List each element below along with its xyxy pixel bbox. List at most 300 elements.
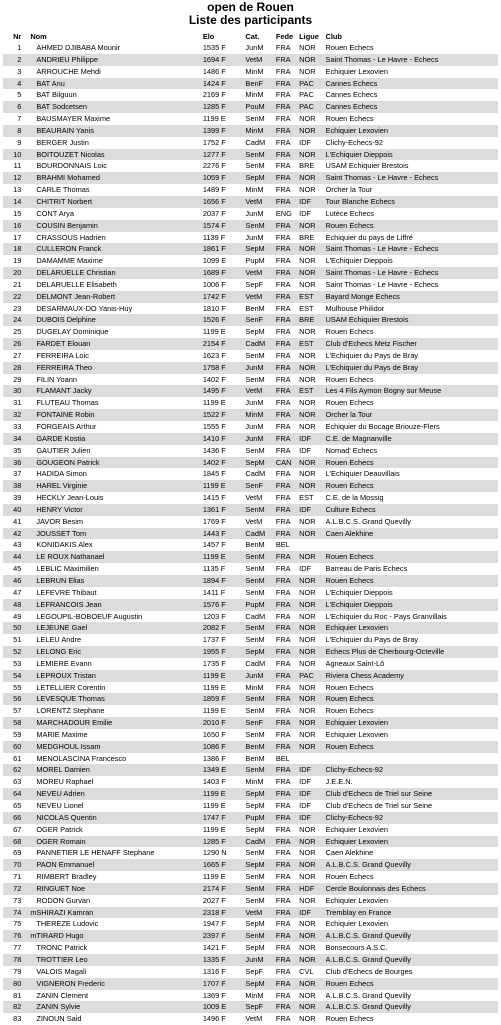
cell-fede: FRA — [275, 895, 291, 905]
cell-name — [25, 859, 203, 871]
cell-cat: SenM — [245, 883, 275, 895]
cell-nr: 14 — [3, 196, 25, 208]
table-row — [3, 990, 498, 1002]
cell-ligue: NOR — [299, 599, 325, 611]
player-name: LEMIERE Evann — [36, 658, 92, 668]
cell-cat: SenM — [245, 635, 265, 645]
cell-nr: 60 — [3, 741, 25, 753]
cell-fede: FRA — [275, 919, 291, 929]
player-name: NEVEU Lionel — [36, 801, 84, 810]
cell-name — [25, 149, 203, 161]
cell-name — [25, 729, 203, 741]
cell-ligue: NOR — [299, 930, 325, 942]
cell-ligue: NOR — [299, 587, 316, 597]
cell-elo: 1415 F — [202, 493, 226, 503]
cell-club: Riviera Chess Academy — [326, 670, 498, 682]
player-name: LEBLIC Maximilien — [36, 564, 99, 574]
player-name: DELMONT Jean-Robert — [36, 291, 116, 301]
cell-nr: 47 — [13, 587, 22, 597]
cell-elo: 1059 F — [203, 172, 246, 184]
cell-fede: FRA — [276, 267, 299, 279]
cell-fede: FRA — [275, 327, 291, 337]
player-name: MEDGHOUL Issam — [36, 741, 101, 751]
player-name: THEREZE Ludovic — [36, 919, 99, 929]
table-row — [3, 918, 498, 930]
cell-club: Echiquier Lexovien — [325, 919, 388, 929]
cell-name — [25, 539, 203, 551]
cell-club — [326, 753, 498, 765]
cell-fede: FRA — [275, 777, 291, 787]
cell-cat: VetM — [245, 385, 275, 397]
player-name: RIMBERT Bradley — [36, 872, 97, 882]
cell-elo: 1086 F — [203, 741, 246, 753]
player-name: DUGELAY Dominique — [36, 327, 109, 337]
cell-ligue: NOR — [299, 66, 316, 76]
cell-ligue: IDF — [299, 137, 312, 147]
cell-nr: 21 — [13, 279, 22, 289]
player-name: TROTTIER Leo — [36, 954, 88, 964]
cell-nr: 54 — [3, 670, 25, 682]
cell-ligue: IDF — [299, 788, 325, 800]
cell-elo: 1845 F — [202, 469, 226, 479]
table-row — [3, 682, 498, 694]
cell-nr: 15 — [13, 208, 22, 218]
cell-cat: SepF — [245, 279, 264, 289]
cell-fede: FRA — [275, 445, 291, 455]
cell-cat: PupM — [245, 256, 265, 266]
cell-ligue: EST — [299, 385, 325, 397]
cell-club: Rouen Echecs — [326, 693, 498, 705]
cell-nr: 2 — [3, 54, 25, 66]
cell-fede: FRA — [275, 374, 291, 384]
title-mark: m — [30, 907, 37, 917]
cell-name — [25, 883, 203, 895]
cell-ligue: NOR — [299, 362, 325, 374]
cell-name — [25, 101, 203, 113]
cell-club: Clichy-Echecs-92 — [326, 764, 498, 776]
table-row — [3, 243, 498, 255]
player-name: BAUSMAYER Maxime — [36, 114, 111, 124]
table-row — [3, 978, 498, 990]
cell-name — [25, 220, 203, 232]
cell-elo: 2169 F — [202, 90, 226, 100]
cell-cat: CadM — [245, 611, 266, 621]
cell-club: Orcher la Tour — [325, 185, 373, 195]
table-row — [3, 468, 498, 480]
cell-cat: SepM — [245, 859, 275, 871]
cell-fede: FRA — [275, 114, 291, 124]
cell-fede: BEL — [275, 753, 290, 763]
cell-fede: FRA — [276, 1001, 299, 1013]
cell-elo: 2037 F — [202, 208, 226, 218]
cell-cat: JunM — [245, 232, 264, 242]
participants-table — [3, 31, 498, 1025]
table-row — [3, 314, 498, 326]
cell-fede: FRA — [275, 872, 291, 882]
player-name: HADIDA Simon — [36, 469, 87, 479]
cell-fede: FRA — [276, 385, 299, 397]
player-name: GARDE Kostia — [36, 433, 86, 443]
cell-fede: FRA — [276, 836, 299, 848]
table-row — [3, 587, 498, 599]
cell-fede: FRA — [276, 362, 299, 374]
cell-elo: 1742 F — [203, 291, 246, 303]
cell-club: Culture Echecs — [326, 504, 498, 516]
cell-fede: FRA — [276, 338, 299, 350]
table-row — [3, 338, 498, 350]
cell-name — [25, 551, 203, 563]
cell-name — [25, 587, 203, 599]
cell-ligue: NOR — [299, 125, 325, 137]
cell-ligue: PAC — [299, 101, 325, 113]
cell-cat: SenF — [245, 717, 275, 729]
cell-ligue: NOR — [299, 327, 316, 337]
cell-name — [25, 646, 203, 658]
cell-club: Cannes Echecs — [326, 101, 498, 113]
cell-cat: VetM — [245, 291, 275, 303]
header-cat: Cat. — [245, 32, 260, 41]
cell-fede: FRA — [276, 480, 299, 492]
table-row — [3, 812, 498, 824]
cell-fede: FRA — [276, 717, 299, 729]
cell-fede: FRA — [276, 646, 299, 658]
player-name: BOITOUZET Nicolas — [36, 149, 105, 159]
cell-cat: SepF — [245, 1001, 275, 1013]
cell-club: Tour Blanche Echecs — [326, 196, 498, 208]
cell-nr: 8 — [3, 125, 25, 137]
cell-ligue: CVL — [299, 966, 314, 976]
table-row — [3, 433, 498, 445]
cell-ligue: PAC — [299, 78, 325, 90]
player-name: MARCHADOUR Emilie — [36, 718, 113, 728]
cell-name — [25, 800, 203, 812]
cell-elo: 2154 F — [203, 338, 246, 350]
table-row — [3, 125, 498, 137]
cell-nr: 79 — [13, 966, 22, 976]
cell-nr: 46 — [3, 575, 25, 587]
cell-name — [25, 445, 203, 457]
cell-ligue: NOR — [299, 374, 316, 384]
cell-nr: 81 — [13, 990, 22, 1000]
player-name: BEAURAIN Yanis — [36, 125, 94, 135]
cell-elo: 1486 F — [202, 66, 226, 76]
table-row — [3, 1013, 498, 1025]
cell-nr: 75 — [13, 919, 22, 929]
table-row — [3, 101, 498, 113]
cell-elo: 1421 F — [202, 943, 226, 953]
cell-club: Echiquier Lexovien — [326, 836, 498, 848]
cell-fede: FRA — [275, 493, 291, 503]
cell-cat: JunM — [245, 208, 264, 218]
table-row — [3, 646, 498, 658]
cell-nr: 41 — [13, 516, 22, 526]
table-row — [3, 220, 498, 232]
cell-cat: SenM — [245, 504, 275, 516]
cell-ligue: NOR — [299, 551, 325, 563]
table-row — [3, 516, 498, 528]
cell-ligue: NOR — [299, 978, 325, 990]
cell-club: Rouen Echecs — [326, 480, 498, 492]
cell-ligue: NOR — [299, 279, 316, 289]
cell-cat: SenM — [245, 622, 275, 634]
table-row — [3, 824, 498, 836]
cell-cat: MinM — [245, 990, 264, 1000]
cell-name — [25, 468, 203, 480]
player-name: FERREIRA Theo — [36, 362, 93, 372]
cell-elo: 1656 F — [203, 196, 246, 208]
player-name: PAON Emmanuel — [36, 860, 95, 870]
cell-ligue: PAC — [299, 670, 325, 682]
cell-cat: SenM — [245, 729, 265, 739]
player-name: ANDRIEU Philippe — [36, 54, 98, 64]
player-name: LEPROUX Tristan — [36, 670, 96, 680]
cell-cat: SenM — [245, 872, 265, 882]
cell-elo: 1574 F — [203, 220, 246, 232]
table-row — [3, 42, 498, 54]
cell-cat: SepF — [245, 966, 264, 976]
cell-club: Orcher la Tour — [326, 409, 498, 421]
table-row — [3, 954, 498, 966]
cell-ligue: NOR — [299, 824, 316, 834]
cell-nr: 39 — [13, 493, 22, 503]
cell-nr: 26 — [3, 338, 25, 350]
cell-nr: 71 — [13, 872, 22, 882]
cell-name — [25, 196, 203, 208]
table-row — [3, 172, 498, 184]
cell-fede: FRA — [275, 682, 291, 692]
cell-club: Saint Thomas - Le Havre - Echecs — [325, 279, 439, 289]
cell-nr: 29 — [13, 374, 22, 384]
player-name: FARDET Elouan — [36, 339, 91, 349]
player-name: OGER Romain — [36, 836, 86, 846]
cell-cat: SepM — [245, 457, 275, 469]
cell-club: C.E. de la Mossig — [325, 493, 384, 503]
cell-nr: 67 — [13, 824, 22, 834]
cell-fede: FRA — [275, 1014, 291, 1024]
cell-elo: 2174 F — [203, 883, 246, 895]
cell-cat: BenF — [245, 78, 275, 90]
cell-cat: SepM — [245, 243, 275, 255]
player-name: BOURDONNAIS Loic — [36, 161, 107, 171]
cell-club: Echiquier du pays de Liffré — [325, 232, 413, 242]
cell-nr: 49 — [13, 611, 22, 621]
cell-club: Saint Thomas - Le Havre - Echecs — [326, 267, 498, 279]
cell-elo: 1199 E — [203, 551, 246, 563]
player-name: DELARUELLE Christian — [36, 268, 116, 278]
cell-cat: PouM — [245, 101, 275, 113]
cell-nr: 20 — [3, 267, 25, 279]
table-row — [3, 279, 498, 291]
cell-club: Saint Thomas - Le Havre - Echecs — [326, 172, 498, 184]
cell-club: Rouen Echecs — [326, 551, 498, 563]
cell-nr: 30 — [3, 385, 25, 397]
cell-fede: FRA — [275, 943, 291, 953]
cell-fede: FRA — [275, 422, 291, 431]
cell-name — [25, 918, 203, 930]
cell-fede: FRA — [275, 279, 291, 289]
cell-elo: 1349 E — [203, 764, 246, 776]
player-name: GAUTIER Julien — [36, 445, 91, 455]
cell-ligue: HDF — [299, 883, 325, 895]
cell-club: Rouen Echecs — [325, 374, 374, 384]
cell-club: Lutèce Echecs — [325, 208, 374, 218]
cell-elo: 1006 F — [202, 279, 226, 289]
table-row — [3, 326, 498, 338]
cell-club: Rouen Echecs — [325, 706, 374, 716]
header-ligue: Ligue — [299, 32, 319, 41]
cell-fede: FRA — [276, 409, 299, 421]
cell-name — [25, 78, 203, 90]
cell-name — [25, 1001, 203, 1013]
table-row — [3, 788, 498, 800]
cell-ligue: IDF — [299, 907, 325, 919]
cell-cat: SenM — [245, 445, 265, 455]
cell-name — [25, 717, 203, 729]
table-row — [3, 907, 498, 919]
cell-nr: 50 — [3, 622, 25, 634]
cell-nr: 48 — [3, 599, 25, 611]
player-name: LELEU Andre — [36, 635, 82, 645]
cell-club: L'Echiquier du Pays de Bray — [326, 362, 498, 374]
cell-nr: 53 — [13, 658, 22, 668]
header-name: Nom — [30, 32, 47, 41]
cell-name — [25, 113, 203, 125]
cell-club: Clichy-Echecs-92 — [325, 137, 384, 147]
table-row — [3, 966, 498, 978]
cell-club: Saint Thomas - Le Havre - Echecs — [326, 243, 498, 255]
table-row — [3, 149, 498, 161]
table-row — [3, 563, 498, 575]
cell-club: L'Echiquier Dieppois — [325, 587, 393, 597]
cell-ligue: NOR — [299, 646, 325, 658]
player-name: BRAHMI Mohamed — [36, 173, 100, 183]
cell-club: Club d'Echecs de Triel sur Seine — [326, 788, 498, 800]
table-row — [3, 622, 498, 634]
cell-ligue: NOR — [299, 409, 325, 421]
cell-cat: SepM — [245, 919, 265, 929]
cell-cat: SenM — [245, 161, 265, 171]
player-name: CRASSOUS Hadrien — [36, 232, 106, 242]
cell-ligue: IDF — [299, 445, 312, 455]
cell-fede: FRA — [275, 90, 291, 100]
cell-ligue: IDF — [299, 208, 312, 218]
cell-club: Bonsecours A.S.C. — [325, 943, 388, 953]
player-name: RODON Gurvan — [36, 895, 91, 905]
table-row — [3, 267, 498, 279]
cell-elo: 1522 F — [203, 409, 246, 421]
cell-ligue: NOR — [299, 457, 325, 469]
cell-elo: 1436 F — [202, 445, 226, 455]
cell-ligue: NOR — [299, 622, 325, 634]
cell-club: Caen Alekhine — [326, 528, 498, 540]
table-row — [3, 776, 498, 788]
cell-club: Echiquier Lexovien — [325, 824, 388, 834]
cell-fede: FRA — [276, 528, 299, 540]
player-name: HAREL Virginie — [36, 481, 88, 491]
player-name: BAT Bilguun — [36, 90, 77, 100]
cell-elo: 1947 F — [202, 919, 226, 929]
cell-club: Cannes Echecs — [325, 90, 378, 100]
cell-fede: FRA — [275, 66, 291, 76]
cell-ligue: NOR — [299, 693, 325, 705]
cell-name — [25, 670, 203, 682]
player-name: PANNETIER LE HENAFF Stephane — [36, 848, 155, 858]
cell-name — [25, 907, 203, 919]
cell-name — [25, 66, 203, 78]
player-name: NICOLAS Quentin — [36, 812, 97, 822]
cell-fede: FRA — [275, 824, 291, 834]
header-nr: Nr — [13, 32, 22, 41]
cell-elo: 1285 F — [203, 836, 246, 848]
cell-cat: SenM — [245, 764, 275, 776]
cell-elo: 1199 E — [202, 706, 226, 716]
cell-cat: SepM — [245, 943, 265, 953]
cell-name — [25, 54, 203, 66]
player-name: AHMED DJIBABA Mounir — [36, 43, 121, 52]
cell-name — [25, 788, 203, 800]
cell-fede: FRA — [276, 220, 299, 232]
cell-cat: MinM — [245, 409, 275, 421]
cell-ligue: NOR — [299, 990, 316, 1000]
cell-ligue: NOR — [299, 422, 316, 431]
cell-name — [25, 966, 203, 978]
player-name: FERREIRA Loic — [36, 350, 89, 360]
cell-elo: 1199 E — [202, 327, 226, 337]
player-name: SHIRAZI Kamran — [36, 907, 94, 917]
cell-cat: VetM — [245, 493, 263, 503]
cell-elo: 1810 F — [202, 303, 226, 313]
cell-fede: FRA — [276, 599, 299, 611]
cell-nr: 62 — [3, 764, 25, 776]
cell-elo: 1203 F — [202, 611, 226, 621]
cell-fede: FRA — [275, 469, 291, 479]
cell-club: Rouen Echecs — [326, 457, 498, 469]
cell-nr: 3 — [17, 66, 22, 76]
player-name: HENRY Victor — [36, 504, 83, 514]
table-body — [3, 42, 498, 1025]
cell-ligue: NOR — [299, 43, 316, 52]
cell-name — [25, 847, 203, 859]
cell-elo: 1199 E — [202, 801, 226, 810]
cell-club: Echiquier Lexovien — [325, 895, 388, 905]
cell-name — [25, 528, 203, 540]
cell-name — [25, 409, 203, 421]
cell-fede: FRA — [276, 764, 299, 776]
cell-cat: SenM — [245, 575, 275, 587]
cell-club: Rouen Echecs — [326, 220, 498, 232]
cell-club — [326, 539, 498, 551]
cell-fede: FRA — [276, 907, 299, 919]
cell-elo: 1411 F — [202, 587, 226, 597]
cell-elo: 1737 F — [202, 635, 226, 645]
cell-elo: 1135 F — [202, 564, 226, 574]
cell-ligue: EST — [299, 493, 314, 503]
player-name: MENOLASCINA Francesco — [36, 753, 127, 763]
cell-fede: FRA — [275, 43, 291, 52]
cell-club: Echecs Plus de Cherbourg-Octeville — [326, 646, 498, 658]
cell-fede: FRA — [275, 611, 291, 621]
cell-club: Les 4 Fils Aymon Bogny sur Meuse — [326, 385, 498, 397]
cell-ligue: NOR — [299, 350, 316, 360]
table-row — [3, 670, 498, 682]
cell-cat: SepM — [245, 172, 275, 184]
cell-club: Caen Alekhine — [325, 848, 374, 858]
cell-fede: FRA — [276, 314, 299, 326]
table-row — [3, 232, 498, 244]
table-row — [3, 504, 498, 516]
player-name: KONIDAKIS Alex — [36, 540, 93, 550]
cell-elo: 1623 F — [202, 350, 226, 360]
